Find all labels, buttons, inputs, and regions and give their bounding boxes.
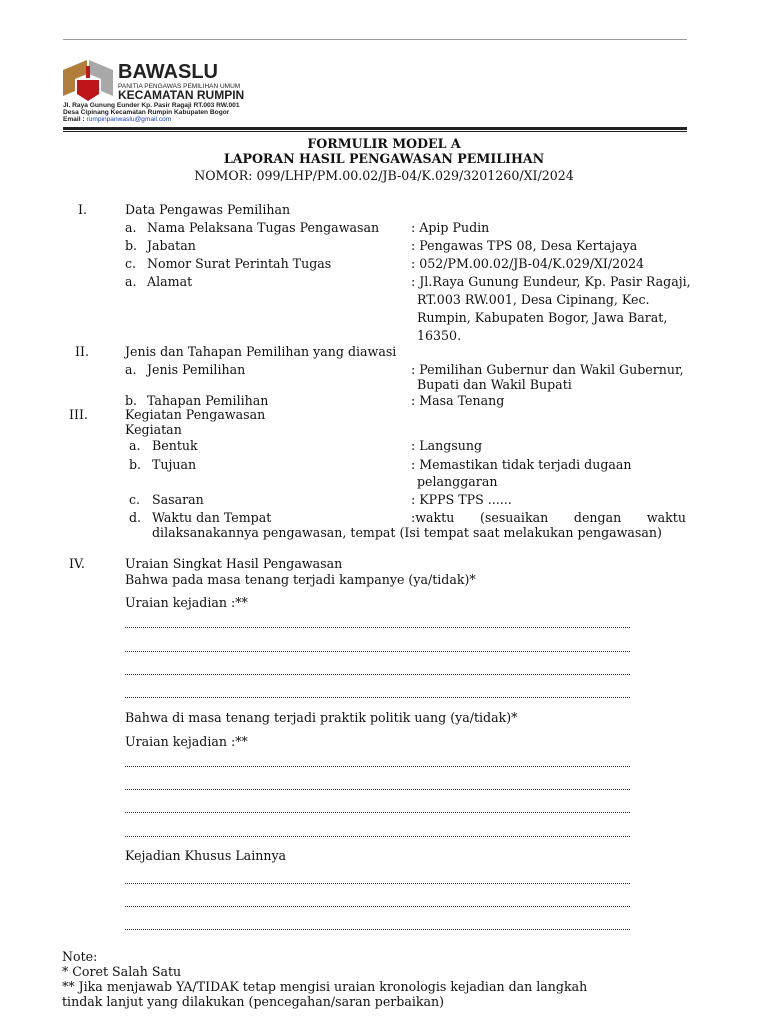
section-1-number: I. [78,202,87,217]
other-incidents-label: Kejadian Khusus Lainnya [125,848,287,863]
time-place-word: dengan [573,510,622,525]
detail-label: Uraian kejadian :** [125,595,248,610]
brand-subtitle: PANITIA PENGAWAS PEMILIHAN UMUM [118,83,241,90]
field-label: Jenis Pemilihan [147,362,246,377]
field-value-purpose: : Memastikan tidak terjadi dugaan [411,457,632,472]
fill-in-line[interactable] [125,673,630,675]
question-campaign: Bahwa pada masa tenang terjadi kampanye (ya/tidak)* [125,572,476,587]
time-place-continuation: dilaksanakannya pengawasan, tempat (Isi tempat saat melakukan pengawasan) [152,525,662,540]
email-line [63,116,171,123]
field-value-address: : Jl.Raya Gunung Eundeur, Kp. Pasir Ragaji, [411,274,691,289]
field-value-stage: : Masa Tenang [411,393,505,408]
field-value-name: : Apip Pudin [411,220,490,235]
address-continuation: RT.003 RW.001, Desa Cipinang, Kec. [417,292,650,307]
note-2: ** Jika menjawab YA/TIDAK tetap mengisi uraian kronologis kejadian dan langkah [62,979,588,994]
section-1-title: Data Pengawas Pemilihan [125,202,291,217]
item-letter: d. [129,510,142,525]
item-letter: a. [129,438,141,453]
brand-name: BAWASLU [118,61,218,83]
address-line-2: Desa Cipinang Kecamatan Rumpin Kabupaten Bogor [63,109,230,116]
item-letter: c. [125,256,137,271]
field-label: Waktu dan Tempat [152,510,272,525]
time-place-word: waktu [646,510,686,525]
question-money-politics: Bahwa di masa tenang terjadi praktik politik uang (ya/tidak)* [125,710,518,725]
section-2-number: II. [75,344,89,359]
field-label: Tahapan Pemilihan [147,393,269,408]
note-1: * Coret Salah Satu [62,964,182,979]
note-2-continuation: tindak lanjut yang dilakukan (pencegahan/saran perbaikan) [62,994,445,1009]
item-letter: a. [125,362,137,377]
email-link[interactable]: rumpinpanwaslu@gmail.com [86,116,172,123]
section-3-title: Kegiatan Pengawasan [125,407,266,422]
fill-in-line[interactable] [125,788,630,790]
field-value-time-place [411,510,686,525]
fill-in-line[interactable] [125,835,630,837]
fill-in-line[interactable] [125,765,630,767]
address-line-1: Jl. Raya Gunung Eunder Kp. Pasir Ragaji RT.003 RW.001 [63,102,240,109]
address-continuation: 16350. [417,328,462,343]
section-4-number: IV. [69,556,85,571]
fill-in-line[interactable] [125,905,630,907]
email-label: Email : [63,116,85,123]
field-label: Alamat [147,274,193,289]
note-label: Note: [62,949,98,964]
field-value-election-type: : Pemilihan Gubernur dan Wakil Gubernur, [411,362,684,377]
detail-label: Uraian kejadian :** [125,734,248,749]
field-label: Bentuk [152,438,198,453]
report-title: LAPORAN HASIL PENGAWASAN PEMILIHAN [223,151,545,166]
section-4-title: Uraian Singkat Hasil Pengawasan [125,556,343,571]
letterhead-rule-thin [63,131,687,132]
item-letter: a. [125,274,137,289]
address-continuation: Rumpin, Kabupaten Bogor, Jawa Barat, [417,310,668,325]
election-type-continuation: Bupati dan Wakil Bupati [417,377,572,392]
purpose-continuation: pelanggaran [417,474,498,489]
office-name: KECAMATAN RUMPIN [118,88,245,102]
field-value-letter-number: : 052/PM.00.02/JB-04/K.029/XI/2024 [411,256,645,271]
field-label: Jabatan [147,238,196,253]
section-3-number: III. [69,407,88,422]
report-number: NOMOR: 099/LHP/PM.00.02/JB-04/K.029/3201260/XI/2024 [194,168,574,183]
item-letter: c. [129,492,141,507]
field-label: Nama Pelaksana Tugas Pengawasan [147,220,380,235]
letterhead-rule [63,127,687,130]
item-letter: b. [125,393,138,408]
fill-in-line[interactable] [125,811,630,813]
time-place-word: :waktu [411,510,455,525]
item-letter: b. [129,457,142,472]
fill-in-line[interactable] [125,928,630,930]
bawaslu-logo-icon [63,60,113,102]
fill-in-line[interactable] [125,696,630,698]
item-letter: b. [125,238,138,253]
field-value-position: : Pengawas TPS 08, Desa Kertajaya [411,238,638,253]
field-value-form: : Langsung [411,438,483,453]
section-3-subtitle: Kegiatan [125,422,182,437]
section-2-title: Jenis dan Tahapan Pemilihan yang diawasi [125,344,397,359]
field-value-target: : KPPS TPS ...... [411,492,512,507]
fill-in-line[interactable] [125,882,630,884]
top-rule [63,39,687,40]
time-place-word: (sesuaikan [480,510,549,525]
field-label: Nomor Surat Perintah Tugas [147,256,332,271]
fill-in-line[interactable] [125,650,630,652]
fill-in-line[interactable] [125,626,630,628]
field-label: Sasaran [152,492,204,507]
form-title: FORMULIR MODEL A [307,136,461,151]
field-label: Tujuan [152,457,197,472]
item-letter: a. [125,220,137,235]
